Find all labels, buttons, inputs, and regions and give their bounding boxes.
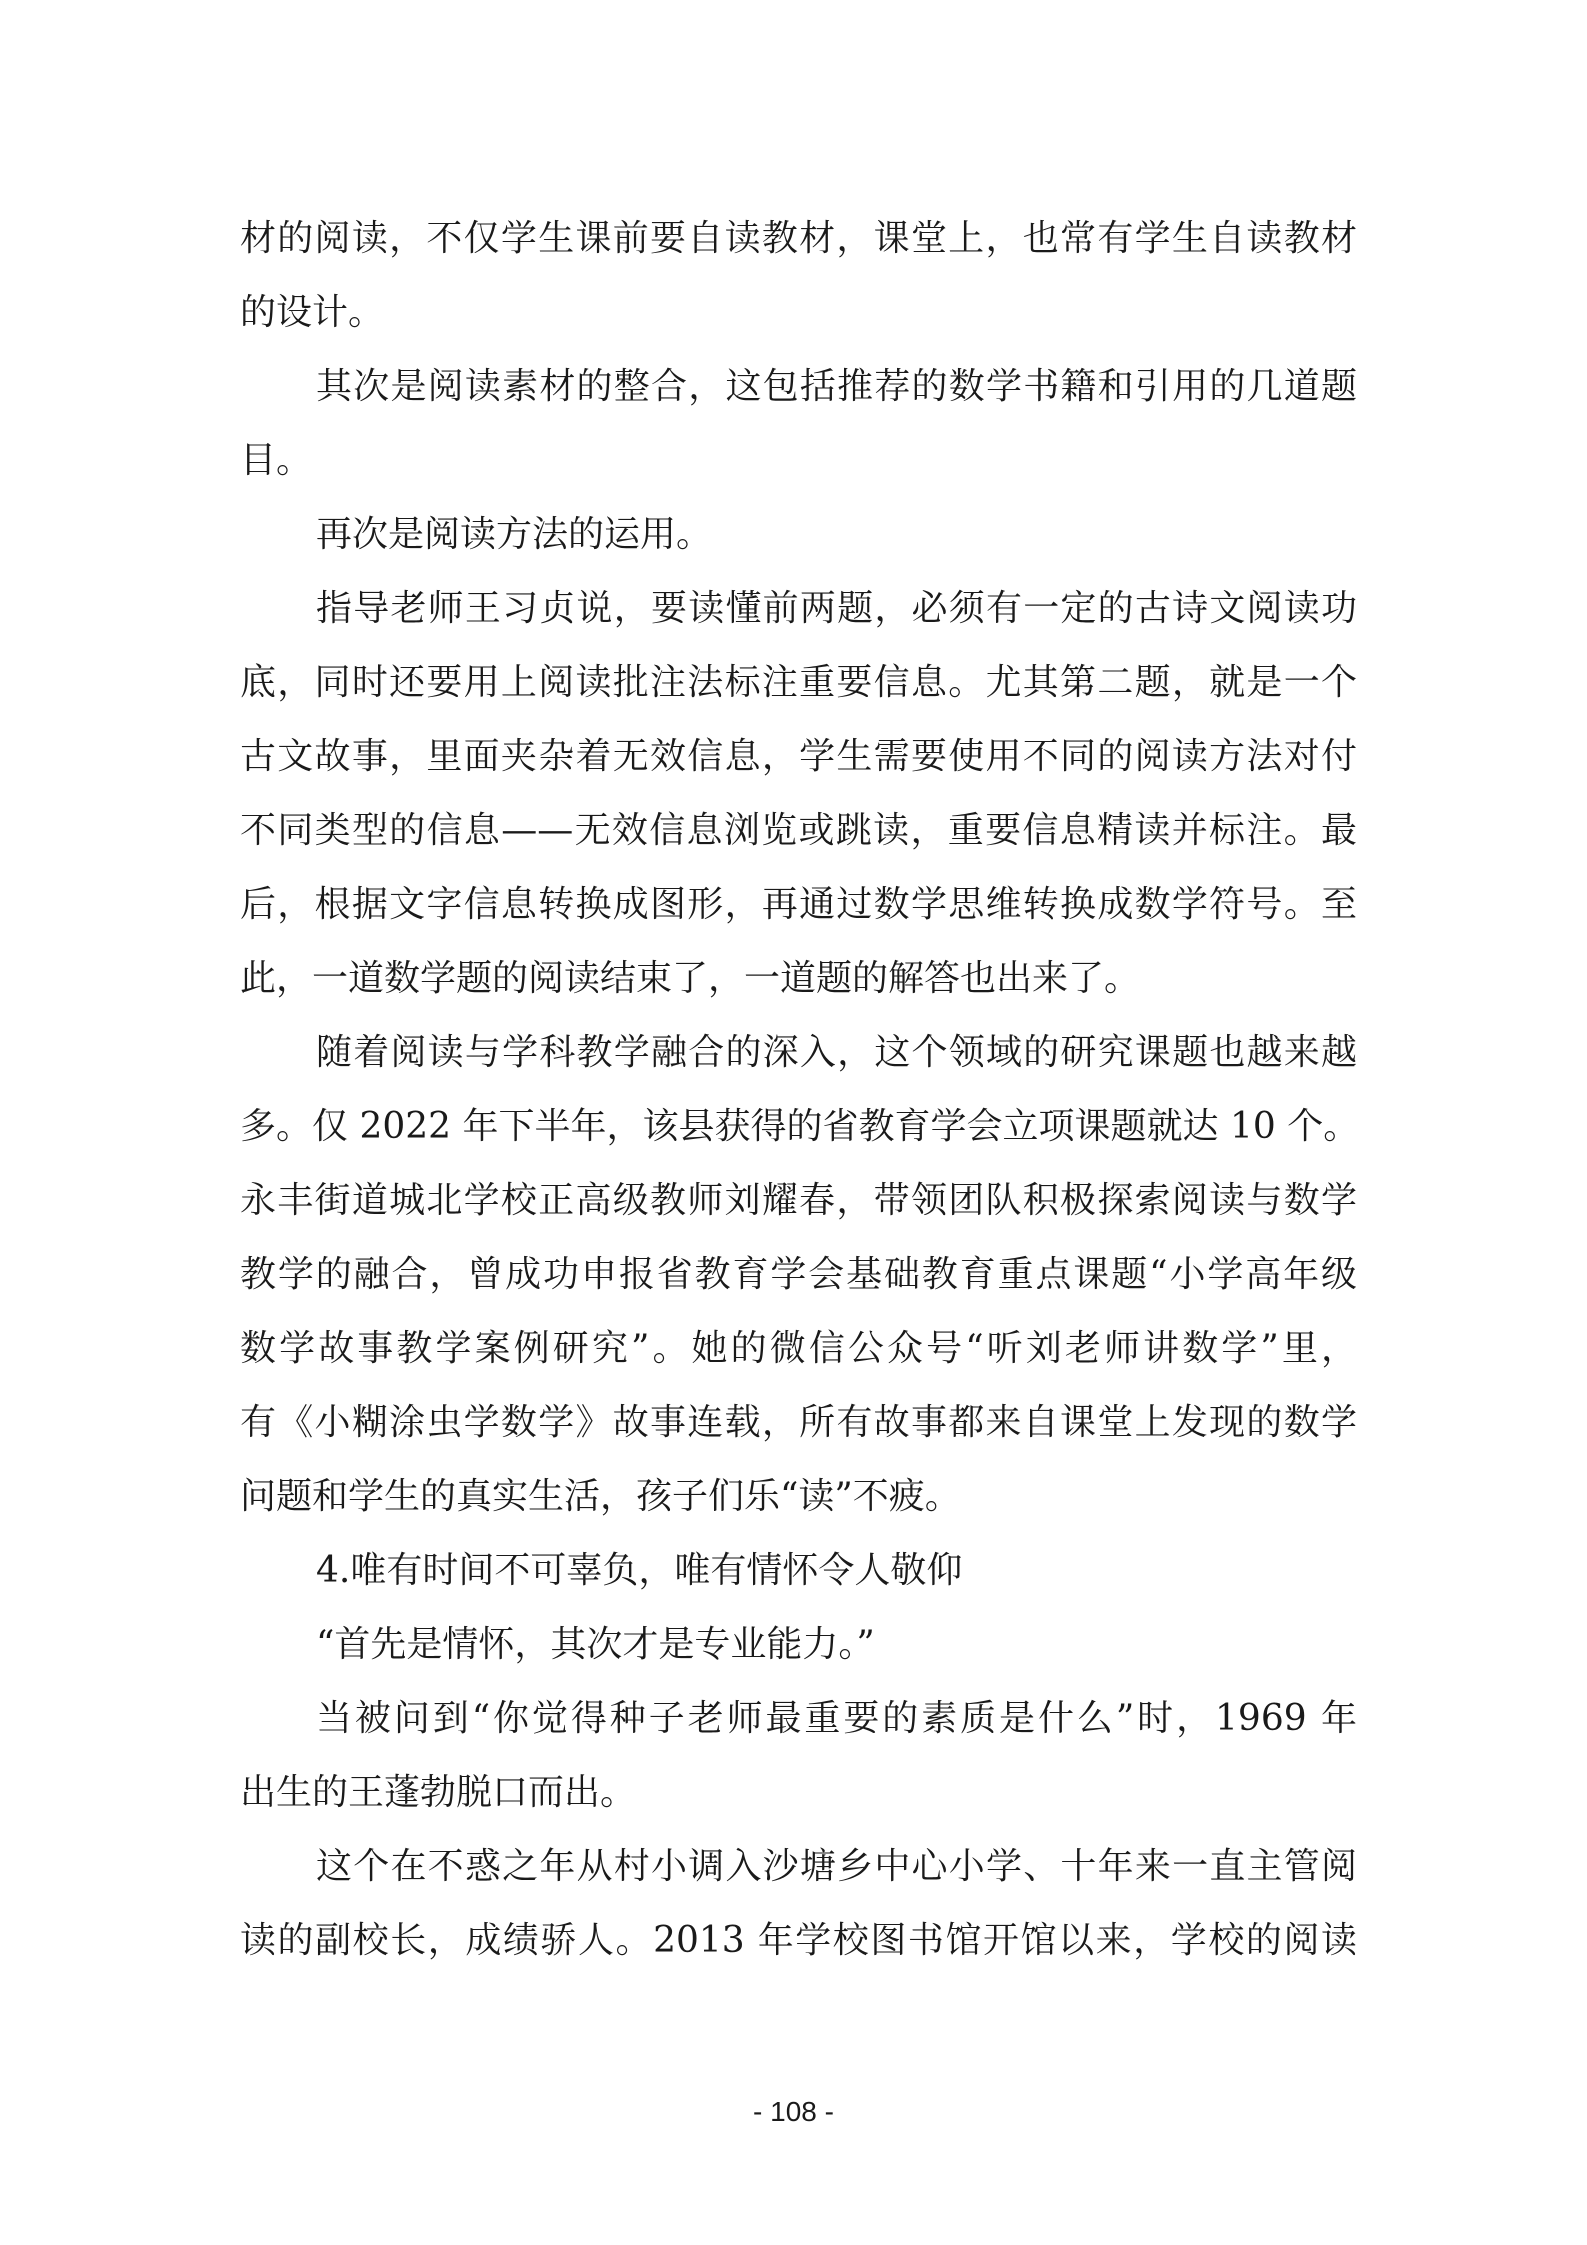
text-line: 永丰街道城北学校正高级教师刘耀春，带领团队积极探索阅读与数学 xyxy=(240,1180,1357,1221)
text-line: 古文故事，里面夹杂着无效信息，学生需要使用不同的阅读方法对付 xyxy=(240,736,1357,777)
text-line: 此，一道数学题的阅读结束了，一道题的解答也出来了。 xyxy=(240,958,1141,999)
quote-line: “首先是情怀，其次才是专业能力。” xyxy=(316,1624,875,1665)
text-line: 有《小糊涂虫学数学》故事连载，所有故事都来自课堂上发现的数学 xyxy=(240,1402,1357,1443)
text-line: 数学故事教学案例研究”。她的微信公众号“听刘老师讲数学”里， xyxy=(240,1328,1357,1369)
text-line: 目。 xyxy=(240,440,313,481)
text-line: 不同类型的信息——无效信息浏览或跳读，重要信息精读并标注。最 xyxy=(240,810,1357,851)
text-line: 问题和学生的真实生活，孩子们乐“读”不疲。 xyxy=(240,1476,961,1517)
text-line: 底，同时还要用上阅读批注法标注重要信息。尤其第二题，就是一个 xyxy=(240,662,1357,703)
text-line: 指导老师王习贞说，要读懂前两题，必须有一定的古诗文阅读功 xyxy=(316,588,1357,629)
text-line: 读的副校长，成绩骄人。2013 年学校图书馆开馆以来，学校的阅读 xyxy=(240,1920,1357,1961)
text-line: 再次是阅读方法的运用。 xyxy=(316,514,713,555)
text-line: 出生的王蓬勃脱口而出。 xyxy=(240,1772,637,1813)
section-heading: 4.唯有时间不可辜负，唯有情怀令人敬仰 xyxy=(316,1550,963,1591)
text-line: 教学的融合，曾成功申报省教育学会基础教育重点课题“小学高年级 xyxy=(240,1254,1357,1295)
text-line: 多。仅 2022 年下半年，该县获得的省教育学会立项课题就达 10 个。 xyxy=(240,1106,1360,1147)
text-line: 后，根据文字信息转换成图形，再通过数学思维转换成数学符号。至 xyxy=(240,884,1357,925)
page-number: - 108 - xyxy=(753,2096,834,2127)
text-line: 当被问到“你觉得种子老师最重要的素质是什么”时，1969 年 xyxy=(316,1698,1357,1739)
text-line: 随着阅读与学科教学融合的深入，这个领域的研究课题也越来越 xyxy=(316,1032,1357,1073)
text-line: 这个在不惑之年从村小调入沙塘乡中心小学、十年来一直主管阅 xyxy=(316,1846,1357,1887)
text-line: 材的阅读，不仅学生课前要自读教材，课堂上，也常有学生自读教材 xyxy=(240,218,1357,259)
text-line: 其次是阅读素材的整合，这包括推荐的数学书籍和引用的几道题 xyxy=(316,366,1357,407)
text-line: 的设计。 xyxy=(240,292,385,333)
